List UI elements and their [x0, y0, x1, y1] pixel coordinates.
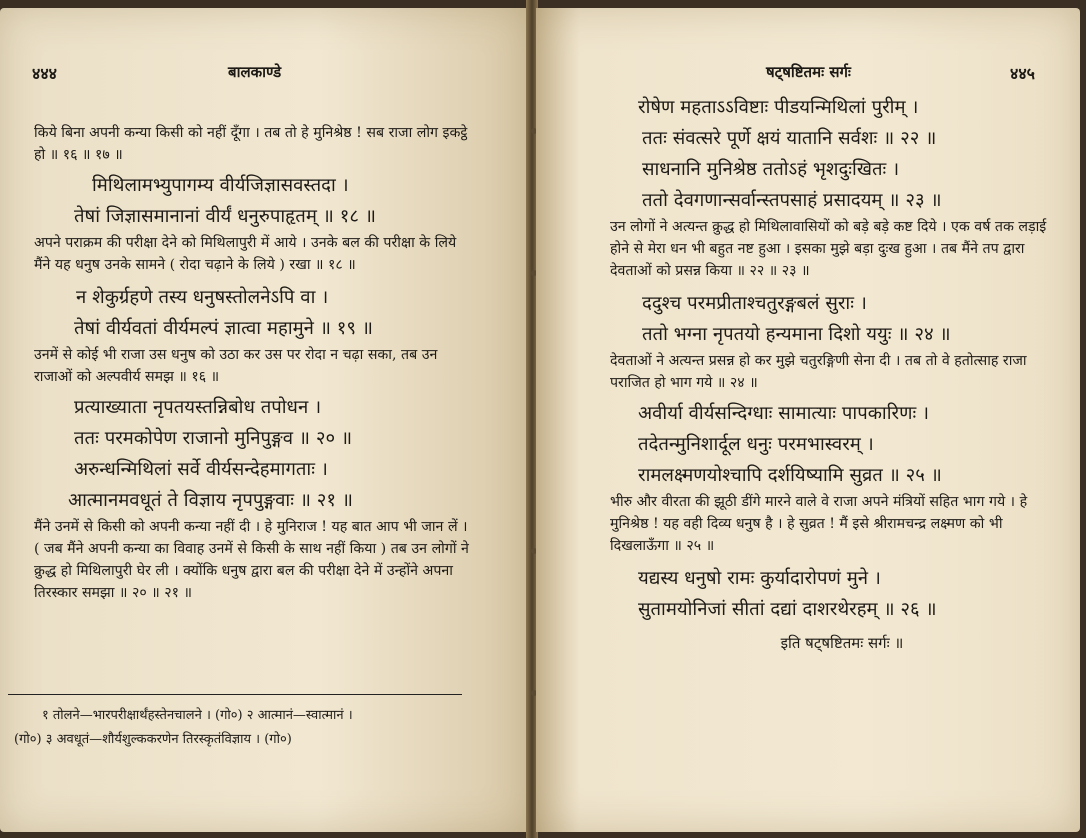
verse-line: रोषेण महताऽऽविष्टाः पीडयन्मिथिलां पुरीम् ।: [638, 97, 919, 118]
gloss-paragraph: मैंने उनमें से किसी को अपनी कन्या नहीं दी । हे मुनिराज ! यह बात आप भी जान लें । ( जब मैंने अपनी कन्या का विवाह उनमें से किसी के साथ नहीं किया ) तब उन लोगों ने क्रुद्ध हो मिथिलापुरी घेर ली । क्योंकि धनुष द्वारा बल की परीक्षा देने में उन्होंने अपना तिरस्कार समझा ॥ २० ॥ २१ ॥: [34, 519, 469, 601]
verse-line: न शेकुर्ग्रहणे तस्य धनुषस्तोलनेऽपि वा ।: [76, 287, 329, 308]
verse-line: आत्मानमवधूतं ते विज्ञाय नृपपुङ्गवाः ॥ २१ ॥: [68, 490, 353, 511]
footnote: (गो०) ३ अवधूतं—शौर्यशुल्ककरणेन तिरस्कृतंविज्ञाय । (गो०): [14, 732, 292, 747]
verse-line: ददुश्च परमप्रीताश्चतुरङ्गबलं सुराः ।: [642, 293, 867, 314]
left-running-head: बालकाण्डे: [228, 63, 282, 81]
verse-line: ततः परमकोपेण राजानो मुनिपुङ्गव ॥ २० ॥: [74, 428, 353, 449]
right-body: [610, 92, 1062, 653]
verse-line: यद्यस्य धनुषो रामः कुर्यादारोपणं मुने ।: [638, 568, 881, 589]
gloss-paragraph: किये बिना अपनी कन्या किसी को नहीं दूँगा । तब तो हे मुनिश्रेष्ठ ! सब राजा लोग इकट्ठे हो ॥ १६ ॥ १७ ॥: [34, 125, 468, 163]
verse-line: तदेतन्मुनिशार्दूल धनुः परमभास्वरम् ।: [638, 434, 874, 455]
verse-line: तेषां वीर्यवतां वीर्यमल्पं ज्ञात्वा महामुने ॥ १९ ॥: [74, 318, 373, 339]
verse-line: ततः संवत्सरे पूर्णे क्षयं यातानि सर्वशः ॥ २२ ॥: [642, 128, 937, 149]
verse-line: ततो देवगणान्सर्वान्स्तपसाहं प्रसादयम् ॥ २३ ॥: [642, 190, 942, 211]
verse-line: अवीर्या वीर्यसन्दिग्धाः सामात्याः पापकारिणः ।: [638, 403, 930, 424]
gloss-paragraph: भीरु और वीरता की झूठी डींगे मारने वाले वे राजा अपने मंत्रियों सहित भाग गये । हे मुनिश्रेष्ठ ! यह वही दिव्य धनुष है । हे सुव्रत ! मैं इसे श्रीरामचन्द्र लक्ष्मण को भी दिखलाऊँगा ॥ २५ ॥: [610, 494, 1028, 554]
right-page: [536, 8, 1080, 832]
verse-line: सुतामयोनिजां सीतां दद्यां दाशरथेरहम् ॥ २६ ॥: [638, 599, 937, 620]
footnotes: [14, 704, 512, 752]
verse-line: तेषां जिज्ञासमानानां वीर्यं धनुरुपाहृतम् ॥ १८ ॥: [74, 206, 376, 227]
verse-line: ततो भग्ना नृपतयो हन्यमाना दिशो ययुः ॥ २४ ॥: [642, 324, 951, 345]
chapter-colophon: इति षट्षष्टितमः सर्गः ॥: [780, 634, 904, 652]
left-page-number: ४४४: [32, 64, 57, 83]
verse-line: रामलक्ष्मणयोश्चापि दर्शयिष्यामि सुव्रत ॥ २५ ॥: [638, 465, 942, 486]
gloss-paragraph: अपने पराक्रम की परीक्षा देने को मिथिलापुरी में आये । उनके बल की परीक्षा के लिये मैंने यह धनुष उनके सामने ( रोदा चढ़ाने के लिये ) रखा ॥ १८ ॥: [34, 235, 457, 273]
footnote-rule: [8, 694, 462, 695]
gloss-paragraph: उन लोगों ने अत्यन्त क्रुद्ध हो मिथिलावासियों को बड़े बड़े कष्ट दिये । एक वर्ष तक लड़ाई होने से मेरा धन भी बहुत नष्ट हुआ । इसका मुझे बड़ा दुःख हुआ । तब मैंने तप द्वारा देवताओं को प्रसन्न किया ॥ २२ ॥ २३ ॥: [610, 219, 1047, 279]
verse-line: अरुन्धन्मिथिलां सर्वे वीर्यसन्देहमागताः ।: [74, 459, 328, 480]
verse-line: प्रत्याख्याता नृपतयस्तन्निबोध तपोधन ।: [74, 397, 322, 418]
right-page-number: ४४५: [1010, 64, 1035, 83]
right-running-head: षट्षष्टितमः सर्गः: [766, 63, 851, 81]
verse-line: साधनानि मुनिश्रेष्ठ ततोऽहं भृशदुःखितः ।: [642, 159, 900, 180]
gloss-paragraph: उनमें से कोई भी राजा उस धनुष को उठा कर उस पर रोदा न चढ़ा सका, तब उन राजाओं को अल्पवीर्य समझ ॥ १६ ॥: [34, 347, 438, 385]
left-page: [0, 8, 528, 832]
verse-line: मिथिलामभ्युपागम्य वीर्यजिज्ञासवस्तदा ।: [92, 175, 349, 196]
left-body: [34, 122, 474, 604]
gloss-paragraph: देवताओं ने अत्यन्त प्रसन्न हो कर मुझे चतुरङ्गिणी सेना दी । तब तो वे हतोत्साह राजा पराजित हो भाग गये ॥ २४ ॥: [610, 353, 1027, 391]
footnote: १ तोलने—भारपरीक्षार्थंहस्तेनचालने । (गो०) २ आत्मानं—स्वात्मानं ।: [42, 708, 353, 723]
